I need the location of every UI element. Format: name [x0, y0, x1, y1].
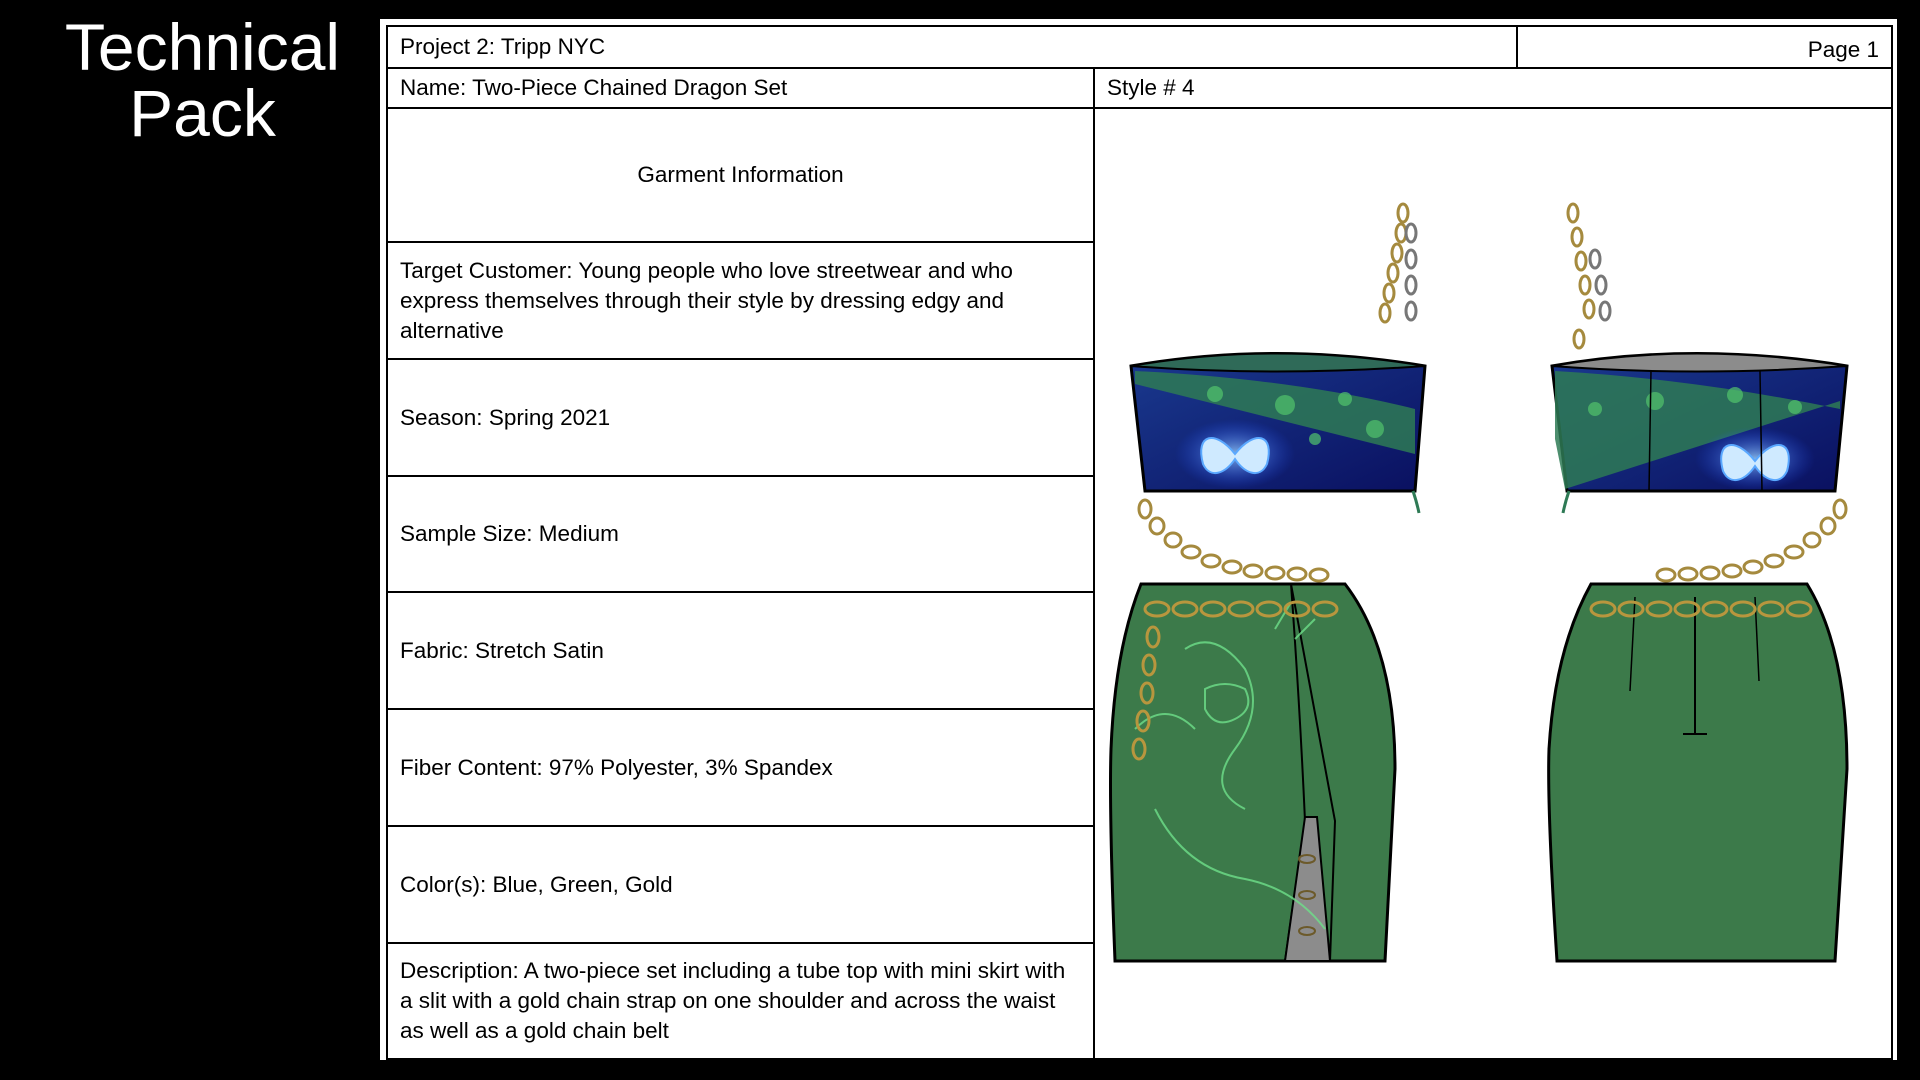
back-skirt: [1549, 584, 1847, 961]
back-waist-chain: [1657, 500, 1846, 581]
project-title: Project 2: Tripp NYC: [387, 26, 1517, 68]
back-shoulder-chain: [1568, 204, 1610, 348]
tech-pack-table: [386, 25, 1893, 1060]
colors: Color(s): Blue, Green, Gold: [387, 826, 1094, 943]
garment-sketch: [1095, 109, 1892, 1054]
info-row-title: [387, 108, 1892, 242]
sample-size: Sample Size: Medium: [387, 476, 1094, 592]
fiber-content: Fiber Content: 97% Polyester, 3% Spandex: [387, 709, 1094, 826]
style-number: Style # 4: [1094, 68, 1892, 108]
back-view: [1549, 204, 1847, 961]
header-row-name: [387, 68, 1892, 108]
tech-pack-sheet: [380, 19, 1897, 1060]
slide-title-line-1: Technical: [64, 10, 341, 84]
target-customer: Target Customer: Young people who love streetwear and who express themselves through their style by dressing edgy and alternative: [387, 242, 1094, 359]
back-tube-top: [1552, 354, 1847, 514]
front-tube-top: [1131, 354, 1425, 514]
description: Description: A two-piece set including a tube top with mini skirt with a slit with a gold chain strap on one shoulder and across the waist as well as a gold chain belt: [387, 943, 1094, 1059]
header-row-project: [387, 26, 1892, 68]
season: Season: Spring 2021: [387, 359, 1094, 476]
slide-title: [30, 10, 375, 150]
slide-title-line-2: Pack: [129, 76, 276, 150]
page-number: Page 1: [1517, 26, 1892, 68]
front-waist-chain: [1139, 500, 1328, 581]
front-shoulder-chain: [1380, 204, 1416, 322]
fabric: Fabric: Stretch Satin: [387, 592, 1094, 709]
front-skirt: [1111, 584, 1396, 961]
garment-name: Name: Two-Piece Chained Dragon Set: [387, 68, 1094, 108]
front-view: [1111, 204, 1426, 961]
sketch-area: [1094, 108, 1892, 1059]
garment-information-heading: Garment Information: [387, 108, 1094, 242]
